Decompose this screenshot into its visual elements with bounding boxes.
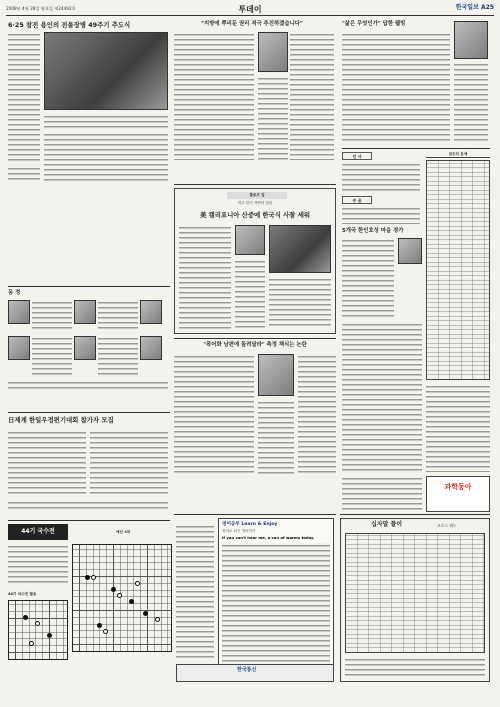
crossword-grid [345, 533, 485, 653]
people-text-5 [8, 380, 168, 390]
notice-label: 인 사 [342, 152, 372, 160]
portrait-chin [258, 32, 288, 72]
article-column-body [342, 32, 450, 144]
culture-photo-1 [235, 225, 265, 255]
footer-brand: 한국통신 [237, 667, 257, 673]
article-meet-body-2 [342, 322, 422, 472]
english-box [218, 518, 334, 670]
page-number [456, 5, 494, 10]
info-table-notes [426, 384, 490, 472]
crossword-clues [345, 657, 485, 679]
go-commentary [176, 524, 214, 660]
portrait-5 [74, 336, 96, 360]
section-title: 투데이 [238, 5, 262, 14]
go-header [8, 524, 68, 540]
bottom-article [342, 476, 422, 512]
people-title: 동 정 [8, 290, 21, 296]
culture-subtitle: 미주 한인 자연의 걸음 [237, 201, 273, 205]
article-anniv-title: 6·25 참전 용인의 전몰장병 49주기 추도식 [8, 21, 131, 29]
science-ad [426, 476, 490, 512]
obit-body [342, 206, 420, 224]
photo-caption [44, 114, 168, 128]
portrait-columnist [454, 21, 488, 59]
go-diagram-small [8, 600, 68, 660]
culture-body-2 [235, 259, 265, 329]
article-anniv-body [8, 32, 40, 162]
crossword-label: 크로스 워드 [437, 523, 457, 528]
page-code: A25 [481, 4, 494, 11]
photo-memorial [44, 32, 168, 110]
culture-body [179, 225, 231, 329]
article-chin-body [174, 32, 254, 160]
article-anniv-body-3 [8, 166, 40, 182]
footer-ad [176, 664, 334, 682]
portrait-contest [258, 354, 294, 396]
english-title: 영어공부 Learn & Enjoy [222, 522, 278, 527]
article-chin-body-3 [258, 76, 288, 160]
people-text-4 [98, 336, 138, 376]
article-anniv-body-2 [44, 132, 168, 182]
article-meet-title: 5개국 한인호성 마을 경가 [342, 228, 404, 234]
article-tourney-body [8, 430, 86, 496]
info-table [426, 160, 490, 380]
issue-date: 2008년 4월 28일 월요일 제24492호 [6, 6, 76, 11]
article-contest-body-2 [298, 354, 336, 474]
crossword-title: 십자말 풀이 [371, 521, 403, 528]
article-column-title: "삶은 무엇인가" 답한 웰빙 [342, 21, 406, 27]
article-tourney-body-2 [90, 430, 168, 496]
go-intro [8, 544, 68, 584]
culture-section [174, 188, 336, 334]
article-contest-body [174, 354, 254, 474]
go-title: 44기 국수전 [21, 528, 55, 535]
page-header [6, 4, 494, 16]
portrait-6 [140, 336, 162, 360]
article-tourney-title: 日제계 한일우정편기대회 참가자 모집 [8, 416, 114, 424]
article-meet-body [342, 238, 394, 318]
people-text-2 [98, 300, 138, 330]
english-body [222, 543, 330, 667]
portrait-1 [8, 300, 30, 324]
english-sub: 영어로 쉬운 영어하기 [222, 529, 256, 533]
portrait-meet [398, 238, 422, 264]
article-tourney-footer [8, 500, 168, 510]
culture-title: 美 캘리포니아 산중에 한국식 사찰 세워 [199, 211, 311, 219]
article-column-body-2 [454, 62, 488, 144]
science-title: 과학동아 [444, 483, 472, 491]
go-sub-title: 44기 국수전 결승 [8, 592, 37, 596]
people-text-3 [32, 336, 72, 376]
portrait-3 [140, 300, 162, 324]
article-chin-body-2 [290, 32, 334, 160]
culture-photo-temple [269, 225, 331, 273]
article-contest-body-3 [258, 400, 294, 474]
notice-body [342, 162, 420, 192]
obit-label: 부 음 [342, 196, 372, 204]
crossword-box [340, 518, 490, 682]
table-title: 금주의 운세 [426, 152, 490, 158]
article-chin-title: "지방에 뿌리둔 권리 적극 추진하겠습니다" [201, 21, 303, 27]
go-board [72, 544, 172, 652]
culture-kicker: 클로즈 업 [227, 192, 287, 199]
article-contest-title: "폭어화 남편에 돌려달라" 측정 책식는 논란 [203, 342, 307, 348]
english-headline: If you can't hear me, a can of worms today. [222, 535, 315, 540]
portrait-2 [74, 300, 96, 324]
go-round: 예선 3국 [116, 530, 131, 534]
people-text-1 [32, 300, 72, 330]
culture-body-3 [269, 277, 331, 329]
portrait-4 [8, 336, 30, 360]
brand-name: 한국일보 [455, 4, 479, 11]
